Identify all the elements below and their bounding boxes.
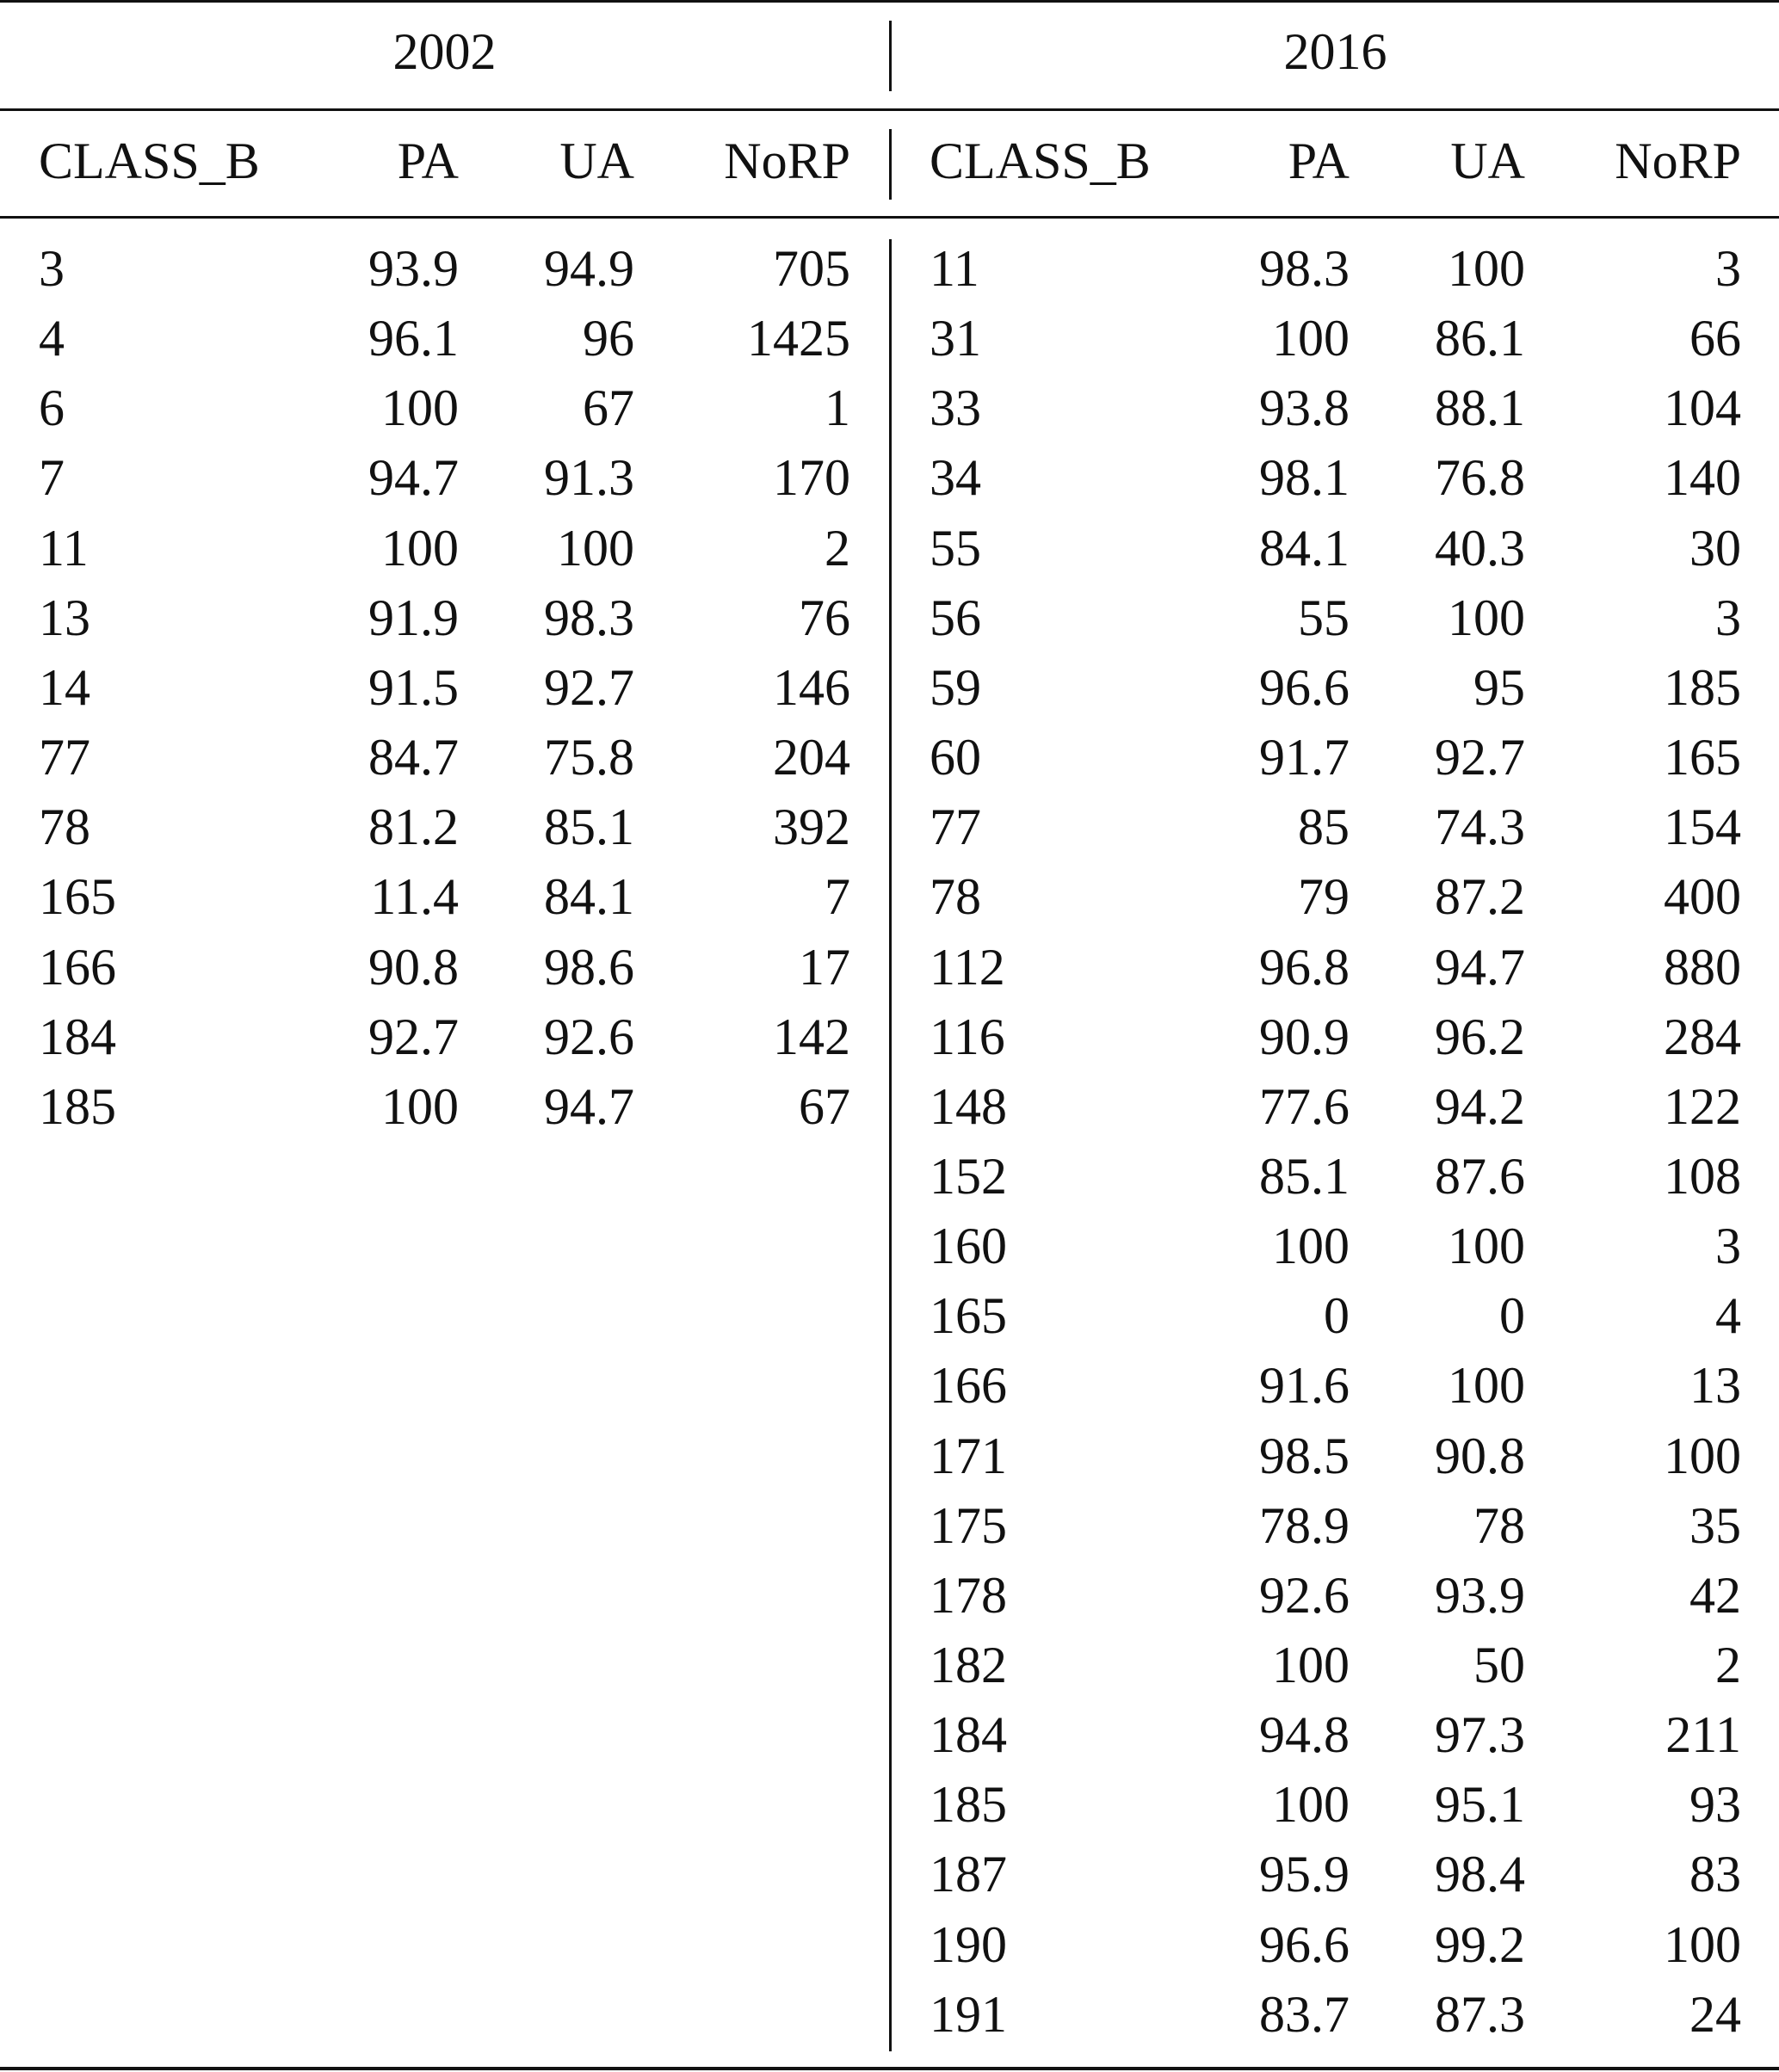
cell-class-b: 77: [930, 799, 981, 855]
cell-norp: 204: [773, 729, 850, 786]
cell-pa: 94.7: [368, 449, 459, 506]
cell-pa: 96.6: [1259, 659, 1350, 716]
cell-pa: 94.8: [1259, 1706, 1350, 1763]
cell-class-b: 33: [930, 379, 981, 436]
cell-class-b: 166: [930, 1357, 1007, 1414]
cell-ua: 75.8: [544, 729, 634, 786]
cell-norp: 154: [1664, 799, 1741, 855]
cell-norp: 2: [825, 520, 850, 577]
cell-pa: 85: [1298, 799, 1350, 855]
cell-ua: 100: [1448, 240, 1525, 297]
cell-ua: 85.1: [544, 799, 634, 855]
group-header-2002: 2002: [392, 23, 497, 80]
cell-norp: 1425: [747, 310, 850, 367]
cell-pa: 100: [381, 520, 459, 577]
cell-class-b: 160: [930, 1218, 1007, 1274]
cell-ua: 95.1: [1435, 1776, 1525, 1833]
cell-class-b: 191: [930, 1986, 1007, 2043]
cell-class-b: 6: [39, 379, 65, 436]
cell-norp: 140: [1664, 449, 1741, 506]
cell-norp: 13: [1689, 1357, 1741, 1414]
cell-norp: 4: [1715, 1287, 1741, 1344]
cell-ua: 87.6: [1435, 1148, 1525, 1205]
cell-pa: 55: [1298, 589, 1350, 646]
cell-pa: 100: [1272, 1637, 1350, 1693]
cell-class-b: 116: [930, 1008, 1005, 1065]
cell-norp: 1: [825, 379, 850, 436]
cell-ua: 94.7: [544, 1078, 634, 1135]
cell-class-b: 184: [930, 1706, 1007, 1763]
cell-pa: 91.5: [368, 659, 459, 716]
cell-class-b: 166: [39, 939, 116, 996]
cell-norp: 185: [1664, 659, 1741, 716]
cell-norp: 76: [799, 589, 850, 646]
column-header-class-b-2016: CLASS_B: [930, 133, 1151, 189]
cell-norp: 165: [1664, 729, 1741, 786]
column-header-ua-2002: UA: [559, 133, 634, 189]
cell-pa: 100: [1272, 310, 1350, 367]
cell-class-b: 59: [930, 659, 981, 716]
cell-pa: 81.2: [368, 799, 459, 855]
cell-pa: 98.3: [1259, 240, 1350, 297]
cell-ua: 40.3: [1435, 520, 1525, 577]
cell-pa: 93.9: [368, 240, 459, 297]
cell-ua: 91.3: [544, 449, 634, 506]
cell-ua: 0: [1499, 1287, 1525, 1344]
cell-pa: 11.4: [370, 868, 459, 925]
cell-class-b: 77: [39, 729, 90, 786]
cell-norp: 7: [825, 868, 850, 925]
cell-norp: 705: [773, 240, 850, 297]
cell-norp: 108: [1664, 1148, 1741, 1205]
column-header-pa-2016: PA: [1288, 133, 1350, 189]
cell-class-b: 3: [39, 240, 65, 297]
cell-class-b: 175: [930, 1497, 1007, 1554]
cell-pa: 83.7: [1259, 1986, 1350, 2043]
cell-pa: 90.8: [368, 939, 459, 996]
cell-norp: 83: [1689, 1846, 1741, 1902]
cell-norp: 392: [773, 799, 850, 855]
cell-ua: 97.3: [1435, 1706, 1525, 1763]
cell-ua: 90.8: [1435, 1428, 1525, 1484]
cell-pa: 91.9: [368, 589, 459, 646]
cell-norp: 146: [773, 659, 850, 716]
cell-ua: 78: [1473, 1497, 1525, 1554]
cell-norp: 66: [1689, 310, 1741, 367]
cell-class-b: 152: [930, 1148, 1007, 1205]
group-header-rule: [0, 108, 1779, 111]
cell-pa: 79: [1298, 868, 1350, 925]
cell-norp: 104: [1664, 379, 1741, 436]
cell-pa: 78.9: [1259, 1497, 1350, 1554]
cell-ua: 94.9: [544, 240, 634, 297]
group-header-2016: 2016: [1283, 23, 1387, 80]
cell-norp: 42: [1689, 1567, 1741, 1624]
cell-norp: 67: [799, 1078, 850, 1135]
cell-ua: 87.2: [1435, 868, 1525, 925]
cell-pa: 100: [1272, 1776, 1350, 1833]
column-header-class-b-2002: CLASS_B: [39, 133, 260, 189]
top-rule: [0, 0, 1779, 3]
cell-pa: 93.8: [1259, 379, 1350, 436]
column-header-norp-2016: NoRP: [1615, 133, 1741, 189]
cell-pa: 91.6: [1259, 1357, 1350, 1414]
cell-ua: 100: [1448, 1218, 1525, 1274]
cell-class-b: 178: [930, 1567, 1007, 1624]
cell-pa: 100: [1272, 1218, 1350, 1274]
column-header-ua-2016: UA: [1450, 133, 1525, 189]
cell-norp: 100: [1664, 1428, 1741, 1484]
cell-class-b: 187: [930, 1846, 1007, 1902]
cell-pa: 85.1: [1259, 1148, 1350, 1205]
cell-norp: 35: [1689, 1497, 1741, 1554]
cell-norp: 17: [799, 939, 850, 996]
cell-class-b: 13: [39, 589, 90, 646]
cell-norp: 142: [773, 1008, 850, 1065]
cell-pa: 96.1: [368, 310, 459, 367]
cell-norp: 3: [1715, 1218, 1741, 1274]
cell-class-b: 112: [930, 939, 1005, 996]
cell-ua: 98.3: [544, 589, 634, 646]
cell-ua: 92.7: [544, 659, 634, 716]
cell-class-b: 190: [930, 1916, 1007, 1973]
cell-ua: 96.2: [1435, 1008, 1525, 1065]
cell-ua: 67: [583, 379, 634, 436]
column-header-pa-2002: PA: [397, 133, 459, 189]
cell-pa: 96.8: [1259, 939, 1350, 996]
cell-class-b: 56: [930, 589, 981, 646]
cell-class-b: 165: [930, 1287, 1007, 1344]
cell-norp: 284: [1664, 1008, 1741, 1065]
cell-ua: 100: [557, 520, 634, 577]
cell-pa: 84.1: [1259, 520, 1350, 577]
cell-ua: 100: [1448, 1357, 1525, 1414]
cell-pa: 77.6: [1259, 1078, 1350, 1135]
cell-pa: 96.6: [1259, 1916, 1350, 1973]
cell-norp: 24: [1689, 1986, 1741, 2043]
cell-class-b: 4: [39, 310, 65, 367]
cell-class-b: 165: [39, 868, 116, 925]
cell-class-b: 182: [930, 1637, 1007, 1693]
cell-class-b: 184: [39, 1008, 116, 1065]
cell-pa: 92.7: [368, 1008, 459, 1065]
cell-norp: 93: [1689, 1776, 1741, 1833]
cell-ua: 88.1: [1435, 379, 1525, 436]
cell-ua: 94.7: [1435, 939, 1525, 996]
cell-ua: 50: [1473, 1637, 1525, 1693]
cell-ua: 86.1: [1435, 310, 1525, 367]
cell-ua: 93.9: [1435, 1567, 1525, 1624]
cell-class-b: 78: [930, 868, 981, 925]
cell-pa: 91.7: [1259, 729, 1350, 786]
cell-norp: 30: [1689, 520, 1741, 577]
cell-pa: 98.5: [1259, 1428, 1350, 1484]
cell-norp: 2: [1715, 1637, 1741, 1693]
cell-norp: 170: [773, 449, 850, 506]
cell-ua: 92.6: [544, 1008, 634, 1065]
cell-norp: 880: [1664, 939, 1741, 996]
cell-ua: 98.6: [544, 939, 634, 996]
cell-ua: 98.4: [1435, 1846, 1525, 1902]
cell-norp: 3: [1715, 589, 1741, 646]
cell-class-b: 14: [39, 659, 90, 716]
column-header-rule: [0, 216, 1779, 219]
cell-pa: 92.6: [1259, 1567, 1350, 1624]
cell-pa: 90.9: [1259, 1008, 1350, 1065]
cell-ua: 94.2: [1435, 1078, 1525, 1135]
cell-class-b: 7: [39, 449, 65, 506]
cell-ua: 92.7: [1435, 729, 1525, 786]
cell-class-b: 78: [39, 799, 90, 855]
column-header-divider: [889, 129, 892, 200]
cell-class-b: 34: [930, 449, 981, 506]
cell-norp: 3: [1715, 240, 1741, 297]
cell-ua: 84.1: [544, 868, 634, 925]
column-header-norp-2002: NoRP: [724, 133, 850, 189]
cell-class-b: 31: [930, 310, 981, 367]
cell-pa: 84.7: [368, 729, 459, 786]
cell-ua: 87.3: [1435, 1986, 1525, 2043]
cell-class-b: 60: [930, 729, 981, 786]
cell-class-b: 185: [930, 1776, 1007, 1833]
cell-ua: 99.2: [1435, 1916, 1525, 1973]
cell-ua: 95: [1473, 659, 1525, 716]
cell-pa: 100: [381, 1078, 459, 1135]
cell-pa: 100: [381, 379, 459, 436]
cell-norp: 211: [1665, 1706, 1741, 1763]
cell-ua: 74.3: [1435, 799, 1525, 855]
cell-class-b: 11: [39, 520, 89, 577]
cell-class-b: 148: [930, 1078, 1007, 1135]
cell-ua: 96: [583, 310, 634, 367]
cell-ua: 76.8: [1435, 449, 1525, 506]
cell-ua: 100: [1448, 589, 1525, 646]
cell-class-b: 171: [930, 1428, 1007, 1484]
cell-pa: 95.9: [1259, 1846, 1350, 1902]
cell-class-b: 11: [930, 240, 979, 297]
cell-norp: 122: [1664, 1078, 1741, 1135]
body-divider: [889, 239, 892, 2051]
cell-norp: 400: [1664, 868, 1741, 925]
cell-pa: 98.1: [1259, 449, 1350, 506]
cell-pa: 0: [1324, 1287, 1350, 1344]
cell-class-b: 185: [39, 1078, 116, 1135]
cell-class-b: 55: [930, 520, 981, 577]
cell-norp: 100: [1664, 1916, 1741, 1973]
bottom-rule: [0, 2067, 1779, 2070]
